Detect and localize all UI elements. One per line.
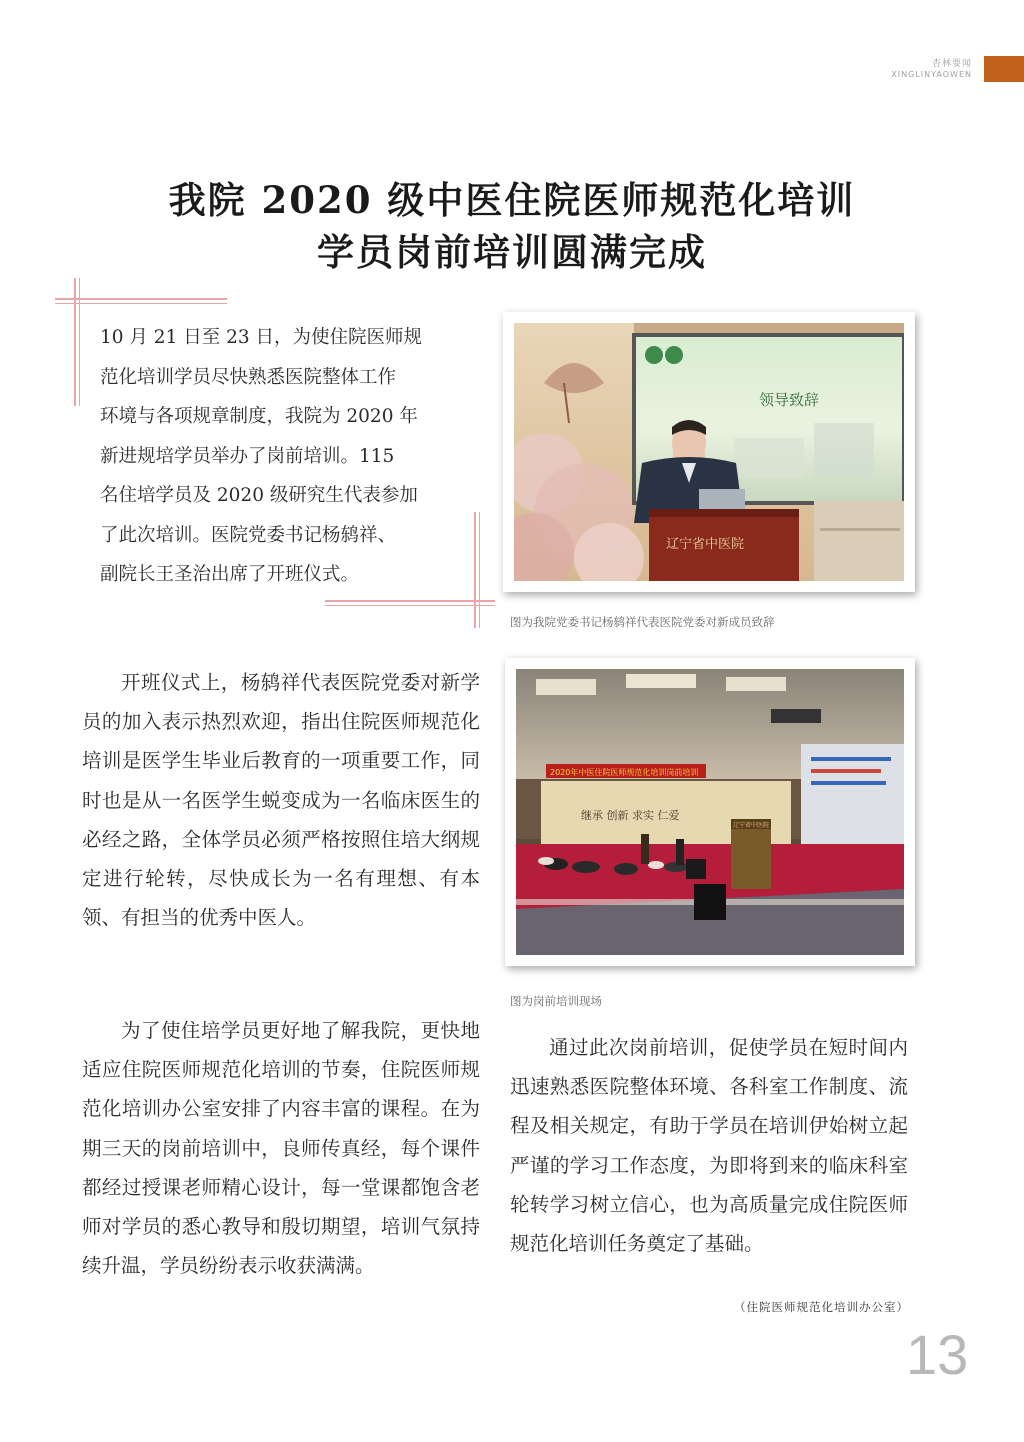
intro-line: 10 月 21 日至 23 日，为使住院医师规 [100,327,423,348]
paragraph-text: 为了使住培学员更好地了解我院，更快地适应住院医师规范化培训的节奏，住院医师规范化培训办公室安排了内容丰富的课程。在为期三天的岗前培训中，良师传真经，每个课件都经过授课老师精心设计，每一堂课都饱含老师对学员的悉心教导和殷切期望，培训气氛持续升温，学员纷纷表示收获满满。 [82,1019,480,1278]
photo-speech-frame [503,312,915,592]
article-title-line1: 我院 2020 级中医住院医师规范化培训 [168,178,856,222]
podium-text-2: 辽宁省中医院 [733,822,770,829]
paragraph-text: 通过此次岗前培训，促使学员在短时间内迅速熟悉医院整体环境、各科室工作制度、流程及相关规定，有助于学员在培训伊始树立起严谨的学习工作态度，为即将到来的临床科室轮转学习树立信心，也为高质量完成住院医师规范化培训任务奠定了基础。 [510,1036,908,1256]
header-accent-bar [984,56,1024,82]
screen-slide-text: 领导致辞 [759,391,820,409]
article-signature: （住院医师规范化培训办公室） [734,1300,909,1314]
intro-line: 了此次培训。医院党委书记杨鸫祥、 [100,524,397,546]
article-title-line2: 学员岗前培训圆满完成 [317,230,707,274]
body-paragraph-2 [82,1011,480,1285]
intro-line: 环境与各项规章制度，我院为 2020 年 [100,406,418,427]
body-paragraph-3 [510,1028,908,1263]
photo-caption-1: 图为我院党委书记杨鸫祥代表医院党委对新成员致辞 [510,615,775,629]
page-number: 13 [906,1323,969,1386]
paragraph-text: 开班仪式上，杨鸫祥代表医院党委对新学员的加入表示热烈欢迎，指出住院医师规范化培训是医学生毕业后教育的一项重要工作，同时也是从一名医学生蜕变成为一名临床医生的必经之路，全体学员必须严格按照住培大纲规定进行轮转，尽快成长为一名有理想、有本领、有担当的优秀中医人。 [82,671,480,930]
intro-line: 名住培学员及 2020 级研究生代表参加 [100,485,418,506]
intro-line: 新进规培学员举办了岗前培训。115 [100,445,395,467]
photo-training [516,669,904,955]
stage-banner-text: 2020年中医住院医师规范化培训岗前培训 [550,768,699,777]
intro-line: 副院长王圣治出席了开班仪式。 [100,564,360,585]
intro-line: 范化培训学员尽快熟悉医院整体工作 [100,366,397,388]
backdrop-text: 继承 创新 求实 仁爱 [581,809,680,822]
section-name-cn: 杏林要闻 [931,59,972,69]
body-paragraph-1 [82,663,480,937]
photo-speech [514,323,904,581]
section-name-en: XINGLINYAOWEN [891,70,972,79]
podium-text: 辽宁省中医院 [666,537,745,552]
intro-paragraph [100,318,456,595]
photo-training-frame [505,658,915,966]
photo-caption-2: 图为岗前培训现场 [510,994,602,1008]
